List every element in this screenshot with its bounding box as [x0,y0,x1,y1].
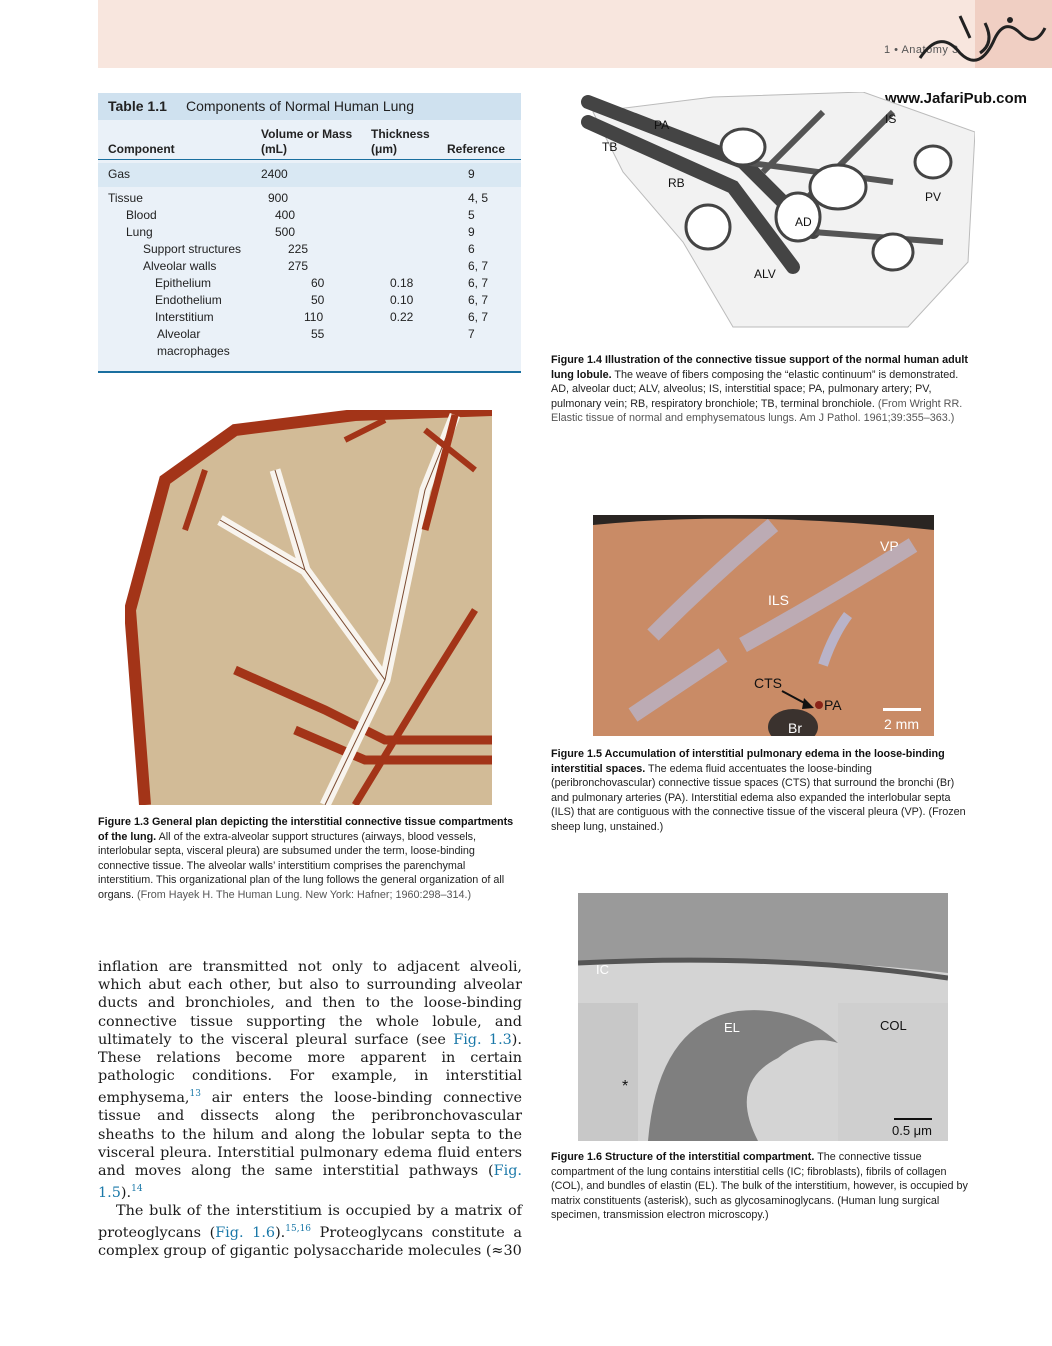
table-cell: Interstitium [155,310,214,324]
table-title-bar [98,93,521,120]
table-cell: 55 [311,327,325,341]
table-rule [98,159,521,160]
fig-1-3-link[interactable]: Fig. 1.3 [453,1031,512,1048]
fig14-caption-title: Figure 1.4 Illustration of the connective tissue support of the normal human adult lung lobule. [551,354,968,381]
table-cell: 5 [468,208,475,222]
fig13-caption-source: (From Hayek H. The Human Lung. New York: Hafner; 1960:298–314.) [137,888,472,901]
fig15-label-vp: VP [880,538,899,554]
calligraphy-logo-icon [900,8,1050,78]
fig16-caption [551,1150,975,1223]
table-cell: Support structures [143,242,242,256]
table-cell: Epithelium [155,276,212,290]
interstitium-micrograph [578,893,948,1141]
fig16-label-el: EL [724,1020,740,1035]
fig15-caption [551,747,975,835]
table-cell: Gas [108,167,131,181]
table-cell: 2400 [261,167,288,181]
fig16-label-ic: IC [596,962,609,977]
fig14-label-alv: ALV [754,267,776,281]
fig16-label-asterisk: * [622,1078,629,1095]
table-cell: 275 [288,259,309,273]
table-title: Components of Normal Human Lung [186,98,415,114]
fig14-caption-text: The weave of fibers composing the “elastic continuum” is demonstrated. AD, alveolar duct; ALV, alveolus; IS, interstitial space; PA, pulmonary artery; PV, pulmonary vein; RB, respiratory bronchiole; TB, terminal bronchiole. [551,368,959,410]
connective-tissue-plan-illustration [125,410,492,805]
components-table [98,93,521,373]
body-paragraph: The bulk of the interstitium is occupied by a matrix of proteoglycans (Fig. 1.6).$^{15,16}$ Proteoglycans constitute a complex group of gigantic polysaccharide molecules (≈30 [98,1203,522,1260]
reference-link[interactable]: 15,16 [285,1224,312,1235]
table-cell: 4, 5 [468,191,489,205]
fig-1-5-link[interactable]: Fig. 1.5 [98,1163,522,1202]
table-cell: 7 [468,327,475,341]
table-cell: Alveolar macrophages [157,327,230,358]
header-component: Component [108,142,175,156]
table-cell: 900 [268,191,289,205]
table-cell: 0.10 [390,293,414,307]
fig16-caption-text: The connective tissue compartment of the lung contains interstitial cells (IC; fibroblasts), fibrils of collagen (COL), and bundles of elastin (EL). The bulk of the interstitium, however, is occupied by matrix constituents (asterisk), such as glycosaminoglycans. (Human lung surgical specimen, transmission electron microscopy.) [551,1151,968,1222]
table-cell: 9 [468,225,475,239]
reference-link[interactable]: 14 [131,1184,143,1195]
fig14-caption-source: (From Wright RR. Elastic tissue of normal and emphysematous lungs. Am J Pathol. 1961;39:355–363.) [551,397,963,425]
header-volume: Volume or Mass (mL) [261,127,353,156]
fig15-label-br: Br [788,720,802,736]
table-number: Table 1.1 [108,98,167,114]
table-cell: Blood [126,208,157,222]
reference-link[interactable]: 13 [189,1089,201,1100]
table-cell: 6, 7 [468,293,489,307]
table-cell: 0.22 [390,310,414,324]
arrow-icon [780,688,820,713]
body-paragraph: inflation are transmitted not only to adjacent alveoli, which abut each other, but also to surrounding alveolar ducts and bronchioles, and then to the loose-binding connective tissue supporting the whole lobule, and ultimately to the visceral pleural surface (see Fig. 1.3). These relations become more apparent in certain pathologic conditions. For example, in interstitial emphysema,$^{13}$ air enters the loose-binding connective tissue and dissects along the peribronchovascular sheaths to the hilum and along the lobular septa to the visceral pleura. Interstitial pulmonary edema fluid enters and moves along the same interstitial pathways (Fig. 1.5).$^{14}$ [98,959,522,1202]
header-thickness: Thickness (μm) [371,127,430,156]
fig14-label-rb: RB [668,176,685,190]
table-cell: 9 [468,167,475,181]
fig14-label-is: IS [885,112,897,126]
running-head: 1 • Anatomy 3 [884,44,959,56]
fig15-label-cts: CTS [754,675,782,691]
fig13-caption-text: All of the extra-alveolar support structures (airways, blood vessels, interlobular septa, visceral pleura) are subsumed under the term, loose-binding connective tissue. The alveolar walls’ interstitium comprises the parenchymal interstitium. This organizational plan of the lung follows the general organization of all organs. [98,830,505,901]
fig14-caption [551,353,975,426]
fig15-caption-text: The edema fluid accentuates the loose-binding (peribronchovascular) connective tissue spaces (CTS) that surround the bronchi (Br) and pulmonary arteries (PA). Interstitial edema also expanded the interlobular septa (ILS) that are contiguous with the connective tissue of the visceral pleura (VP). (Frozen sheep lung, unstained.) [551,762,966,833]
table-cell: Endothelium [155,293,222,307]
table-cell: 400 [275,208,296,222]
table-cell: 6, 7 [468,259,489,273]
table-cell: 500 [275,225,296,239]
fig14-label-tb: TB [602,140,618,154]
table-cell: 6, 7 [468,310,489,324]
table-cell: Tissue [108,191,143,205]
body-text [98,958,522,1261]
table-cell: 6 [468,242,475,256]
fig16-caption-title: Figure 1.6 Structure of the interstitial compartment. [551,1151,815,1163]
table-cell: Alveolar walls [143,259,217,273]
fig16-scale-bar-label: 0.5 μm [892,1123,933,1138]
table-cell: 110 [304,310,324,324]
fig14-label-pa: PA [654,118,670,132]
table-row-band [98,163,521,187]
fig15-label-pa: PA [824,697,842,713]
lobule-illustration [563,92,975,332]
fig15-label-ils: ILS [768,592,790,608]
table-cell: 50 [311,293,325,307]
fig16-label-col: COL [880,1018,907,1033]
table-cell: 60 [311,276,325,290]
table-cell: 0.18 [390,276,414,290]
table-cell: 6, 7 [468,276,489,290]
header-reference: Reference [447,142,506,156]
table-cell: Lung [126,225,153,239]
fig15-caption-title: Figure 1.5 Accumulation of interstitial pulmonary edema in the loose-binding interstitial spaces. [551,748,945,775]
fig13-caption [98,815,522,903]
site-watermark: www.JafariPub.com [885,90,1027,107]
fig14-label-ad: AD [795,215,812,229]
fig14-label-pv: PV [925,190,942,204]
fig15-scale-bar-label: 2 mm [884,716,919,732]
fig13-caption-title: Figure 1.3 General plan depicting the interstitial connective tissue compartments of the lung. [98,816,514,843]
fig-1-6-link[interactable]: Fig. 1.6 [215,1225,276,1242]
table-cell: 225 [288,242,309,256]
